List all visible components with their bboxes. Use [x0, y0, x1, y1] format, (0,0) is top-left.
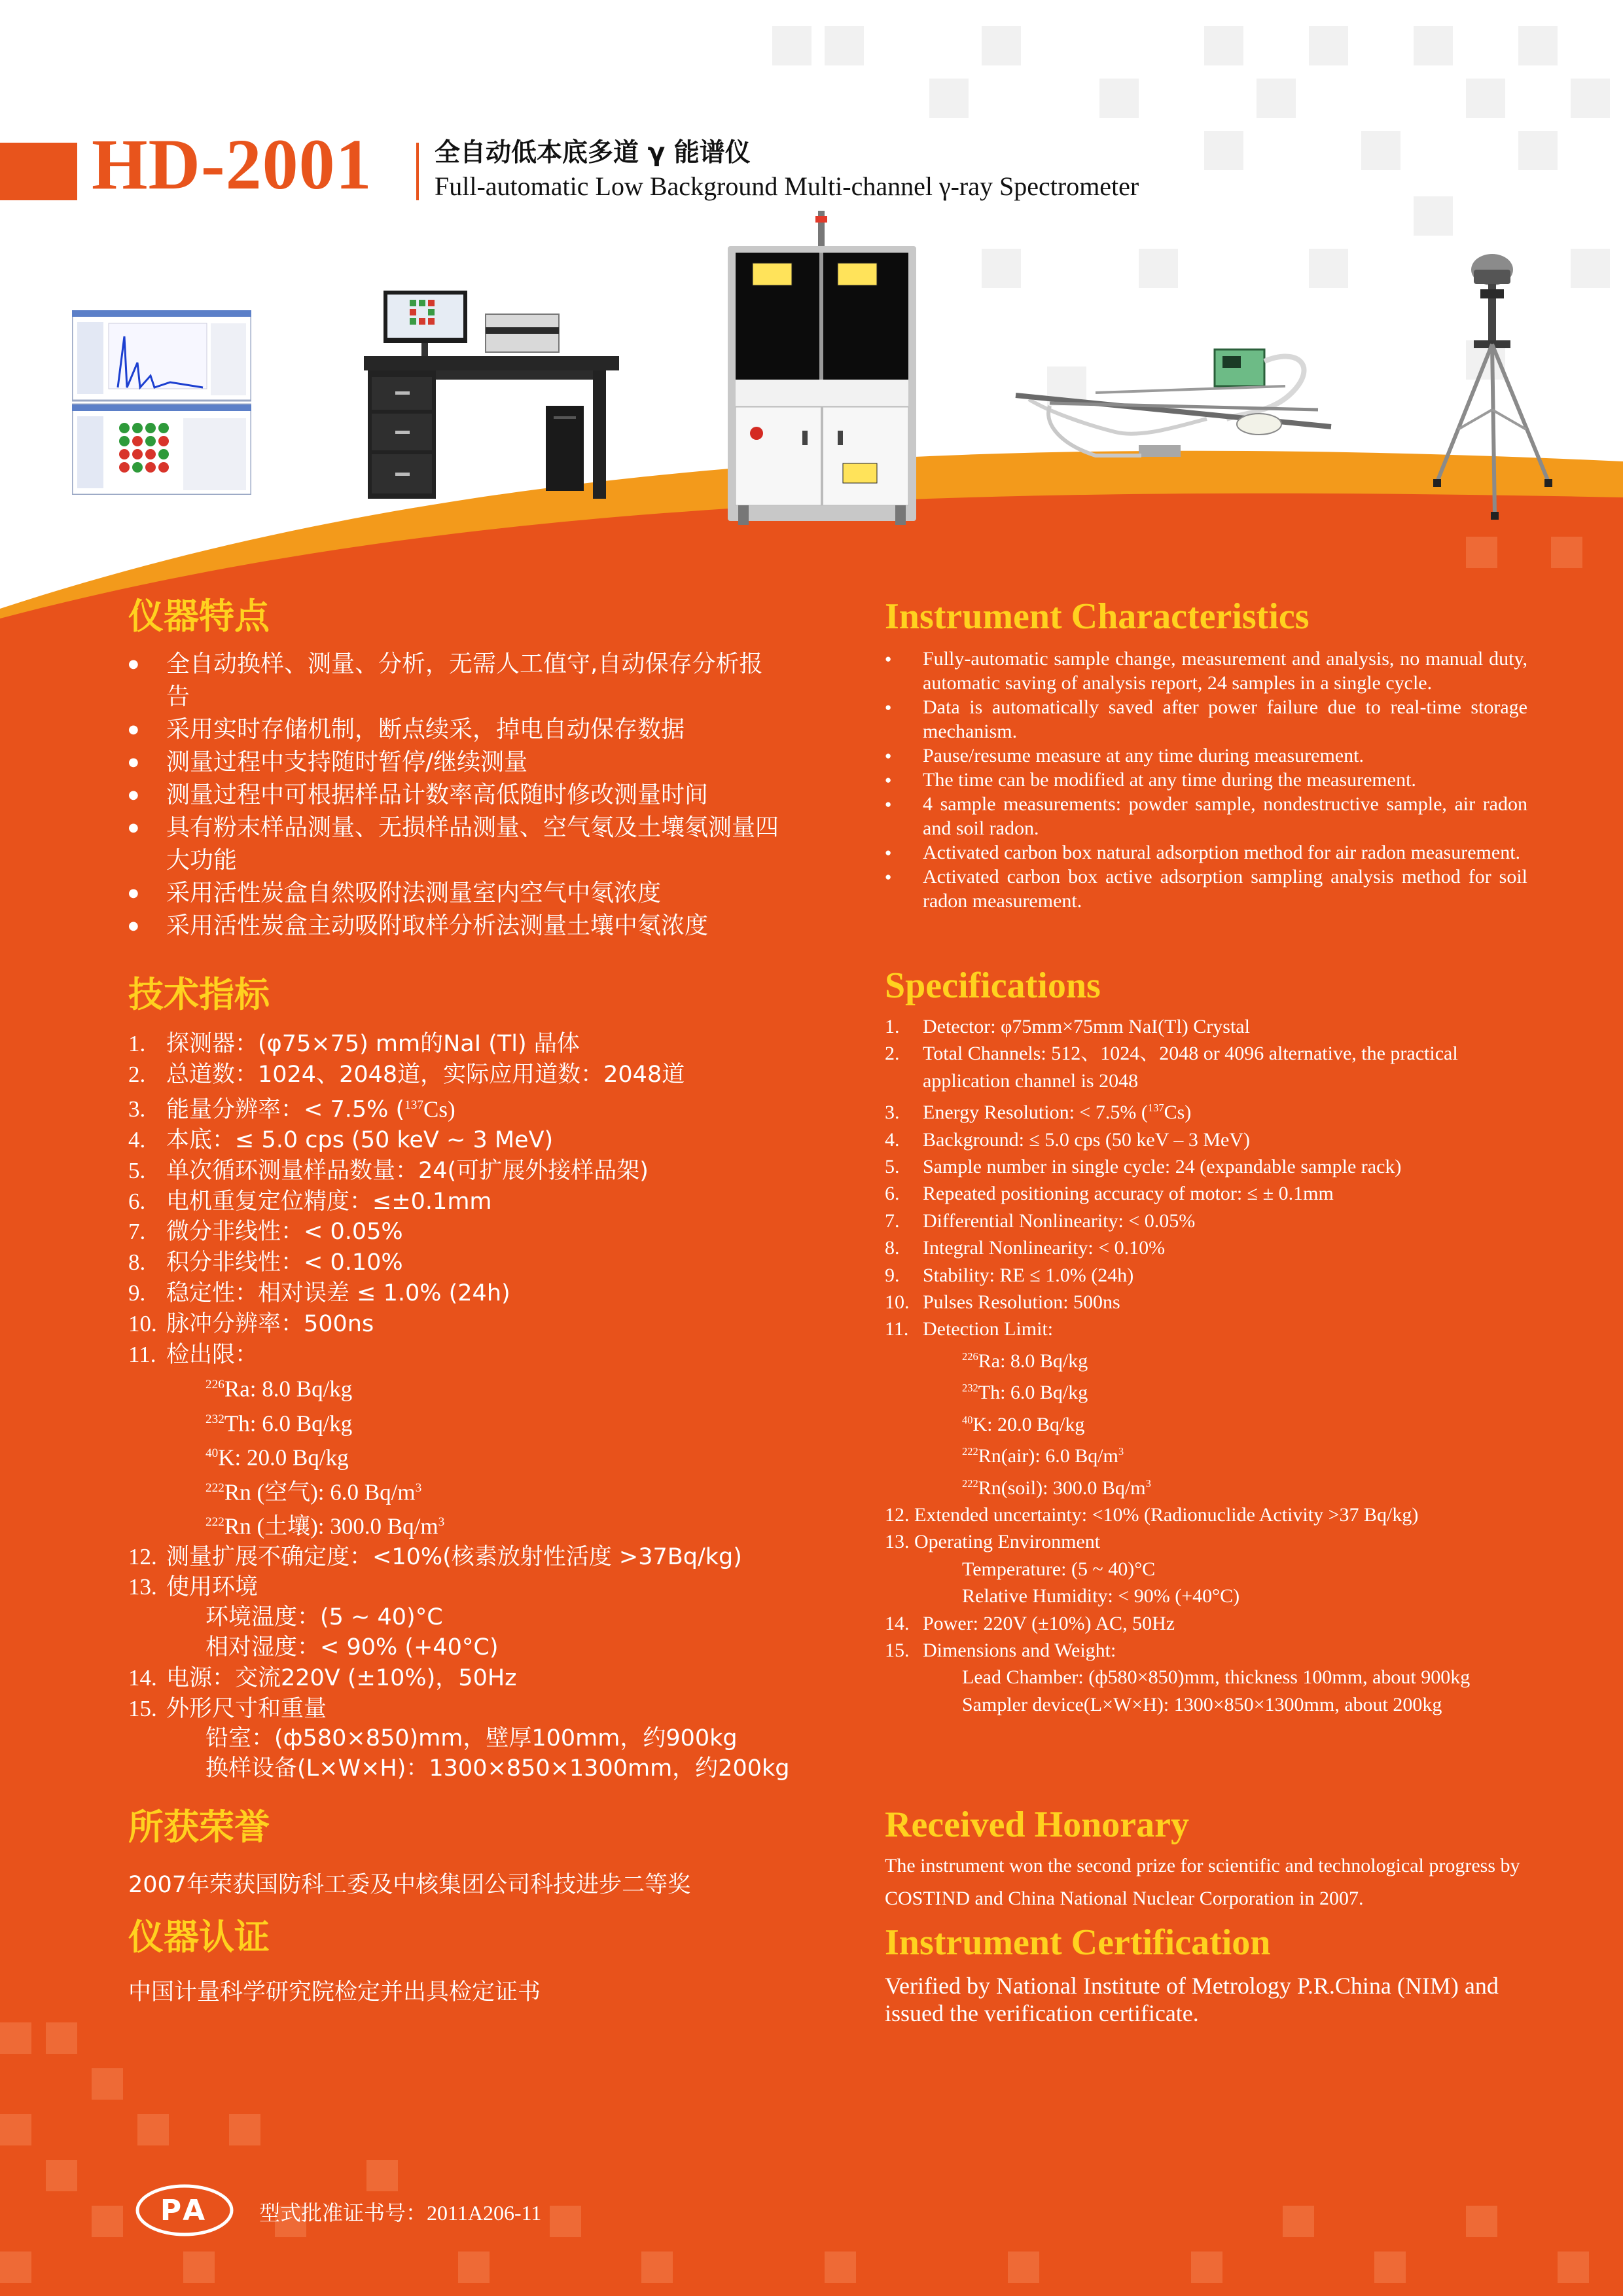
spec-row: 9. 稳定性：相对误差 ≤ 1.0% (24h)	[128, 1280, 510, 1307]
spec-subrow: $^{40}$K: 20.0 Bq/kg	[205, 1444, 349, 1471]
list-item: ● Activated carbon box active adsorption sampling analysis method for soil radon measurement.	[885, 865, 1527, 913]
model-number: HD-2001	[92, 124, 372, 204]
spec-row: 2. Total Channels: 512、1024、2048 or 4096 alternative, the practical	[885, 1043, 1458, 1065]
product-title-en: Full-automatic Low Background Multi-channel γ-ray Spectrometer	[435, 171, 1139, 201]
cert-text-cn: 中国计量科学研究院检定并出具检定证书	[128, 1979, 541, 2005]
spec-row: 13. 使用环境	[128, 1574, 259, 1601]
spec-row: 12. 测量扩展不确定度：<10%(核素放射性活度 >37Bq/kg)	[128, 1543, 742, 1570]
spec-row: 15. 外形尺寸和重量	[128, 1695, 327, 1722]
spec-row: 1. 探测器：(φ75×75) mm的NaI (Tl) 晶体	[128, 1031, 580, 1057]
spec-row: 14. 电源：交流220V (±10%)，50Hz	[128, 1664, 517, 1691]
spec-subrow: Sampler device(L×W×H): 1300×850×1300mm, about 200kg	[962, 1693, 1442, 1715]
list-item: ● The time can be modified at any time during the measurement.	[885, 768, 1527, 792]
list-item: ● 测量过程中支持随时暂停/继续测量	[128, 746, 783, 779]
features-list-en	[885, 647, 1527, 913]
spec-row: 1. Detector: φ75mm×75mm NaI(Tl) Crystal	[885, 1016, 1250, 1037]
product-title-cn: 全自动低本底多道 γ 能谱仪	[435, 138, 751, 168]
list-item: ● 采用活性炭盒自然吸附法测量室内空气中氡浓度	[128, 877, 783, 910]
spec-row: 12. Extended uncertainty: <10% (Radionuclide Activity >37 Bq/kg)	[885, 1503, 1419, 1526]
spec-row: 15. Dimensions and Weight:	[885, 1639, 1116, 1661]
honor-heading-cn: 所获荣誉	[128, 1806, 270, 1848]
list-item: ● Fully-automatic sample change, measurement and analysis, no manual duty, automatic saving of analysis report, 24 samples in a single cycle.	[885, 647, 1527, 695]
list-item: ● 测量过程中可根据样品计数率高低随时修改测量时间	[128, 779, 783, 812]
spec-row: 3. 能量分辨率：< 7.5% ($^{137}$Cs)	[128, 1096, 455, 1123]
spec-subrow: $^{40}$K: 20.0 Bq/kg	[962, 1413, 1085, 1435]
specs-heading-en: Specifications	[885, 965, 1101, 1006]
list-item: ● Pause/resume measure at any time during measurement.	[885, 744, 1527, 768]
cert-heading-cn: 仪器认证	[128, 1916, 270, 1958]
spec-row: 6. Repeated positioning accuracy of motor: ≤ ± 0.1mm	[885, 1183, 1334, 1205]
features-heading-en: Instrument Characteristics	[885, 596, 1310, 637]
specs-list-cn	[128, 1029, 815, 1784]
spec-row: 7. Differential Nonlinearity: < 0.05%	[885, 1210, 1196, 1232]
spec-subrow: $^{232}$Th: 6.0 Bq/kg	[205, 1410, 353, 1437]
list-item: ● 采用实时存储机制，断点续采，掉电自动保存数据	[128, 713, 783, 746]
list-item: ● 具有粉末样品测量、无损样品测量、空气氡及土壤氡测量四大功能	[128, 812, 783, 877]
specs-heading-cn: 技术指标	[128, 974, 270, 1015]
honor-text-en: The instrument won the second prize for scientific and technological progress by COSTIND and China National Nuclear Corporation in 2007.	[885, 1855, 1520, 1909]
list-item: ● Data is automatically saved after power failure due to real-time storage mechanism.	[885, 695, 1527, 744]
spec-subrow: $^{222}$Rn(soil): 300.0 $Bq/m^3$	[962, 1477, 1151, 1499]
spec-subrow: $^{226}$Ra: 8.0 Bq/kg	[205, 1376, 353, 1403]
approval-number: 2011A206-11	[427, 2201, 542, 2225]
approval-label: 型式批准证书号：	[259, 2200, 427, 2225]
spec-row: 11. 检出限：	[128, 1341, 259, 1368]
approval-certificate	[259, 2197, 541, 2227]
spec-subrow: 换样设备(L×W×H)：1300×850×1300mm，约200kg	[205, 1755, 790, 1782]
software-screenshots-image	[72, 310, 251, 495]
honor-text-cn: 2007年荣获国防科工委及中核集团公司科技进步二等奖	[128, 1872, 691, 1898]
list-item: ● 采用活性炭盒主动吸附取样分析法测量土壤中氡浓度	[128, 910, 783, 942]
spec-subrow: $^{226}$Ra: 8.0 Bq/kg	[962, 1350, 1088, 1372]
computer-desk-image	[364, 288, 619, 500]
spec-subrow: $^{222}$Rn(air): 6.0 $Bq/m^3$	[962, 1445, 1124, 1467]
spec-row: 8. 积分非线性：< 0.10%	[128, 1249, 403, 1276]
spec-row: 5. 单次循环测量样品数量：24(可扩展外接样品架)	[128, 1157, 649, 1184]
list-item: ● 全自动换样、测量、分析，无需人工值守,自动保存分析报告	[128, 648, 783, 713]
svg-text:PA: PA	[160, 2194, 209, 2227]
pa-logo-icon	[135, 2183, 234, 2237]
cert-text-en: Verified by National Institute of Metrology P.R.China (NIM) and issued the verification certificate.	[885, 1973, 1499, 2026]
spec-subrow: 环境温度：(5 ~ 40)°C	[205, 1604, 443, 1631]
spec-row: 7. 微分非线性：< 0.05%	[128, 1219, 403, 1246]
spec-row: 10. Pulses Resolution: 500ns	[885, 1291, 1120, 1314]
spec-row: 9. Stability: RE ≤ 1.0% (24h)	[885, 1264, 1134, 1286]
spec-subrow: Temperature: (5 ~ 40)°C	[962, 1558, 1156, 1580]
tripod-detector-image	[1428, 253, 1556, 520]
spec-row: 2. 总道数：1024、2048道，实际应用道数：2048道	[128, 1061, 685, 1088]
spec-subrow: 相对湿度：< 90% (+40°C)	[205, 1634, 499, 1661]
features-heading-cn: 仪器特点	[128, 596, 270, 637]
spec-row-continued: application channel is 2048	[923, 1069, 1139, 1092]
spec-row: 13. Operating Environment	[885, 1531, 1101, 1553]
spec-row: 3. Energy Resolution: < 7.5% ($^{137}$Cs)	[885, 1102, 1192, 1124]
spec-row: 8. Integral Nonlinearity: < 0.10%	[885, 1237, 1166, 1259]
spec-row: 10. 脉冲分辨率：500ns	[128, 1310, 374, 1337]
list-item: ● 4 sample measurements: powder sample, nondestructive sample, air radon and soil radon.	[885, 792, 1527, 840]
features-list-cn	[128, 648, 783, 942]
spec-subrow: $^{232}$Th: 6.0 Bq/kg	[962, 1382, 1088, 1404]
cert-heading-en: Instrument Certification	[885, 1922, 1271, 1963]
spec-subrow: 铅室：(ф580×850)mm，壁厚100mm，约900kg	[205, 1725, 738, 1752]
soil-radon-sampler-image	[1010, 340, 1338, 465]
spec-row: 4. 本底：≤ 5.0 cps (50 keV ~ 3 MeV)	[128, 1127, 554, 1154]
header-accent-bar	[0, 143, 77, 200]
spec-subrow: $^{222}$Rn (土壤): 300.0 $Bq/m^3$	[205, 1513, 445, 1539]
spec-row: 14. Power: 220V (±10%) AC, 50Hz	[885, 1612, 1175, 1634]
spec-row: 6. 电机重复定位精度：≤±0.1mm	[128, 1188, 492, 1215]
list-item: ● Activated carbon box natural adsorption method for air radon measurement.	[885, 840, 1527, 865]
specs-list-en	[885, 1013, 1539, 1718]
header-divider	[416, 143, 419, 200]
shielded-sampler-cabinet-image	[728, 211, 916, 529]
spec-subrow: Lead Chamber: (ф580×850)mm, thickness 100mm, about 900kg	[962, 1666, 1471, 1689]
spec-row: 4. Background: ≤ 5.0 cps (50 keV – 3 MeV)	[885, 1128, 1250, 1151]
spec-subrow: Relative Humidity: < 90% (+40°C)	[962, 1585, 1240, 1607]
spec-row: 5. Sample number in single cycle: 24 (expandable sample rack)	[885, 1156, 1402, 1178]
honor-heading-en: Received Honorary	[885, 1804, 1189, 1845]
spec-row: 11. Detection Limit:	[885, 1318, 1054, 1340]
spec-subrow: $^{222}$Rn (空气): 6.0 $Bq/m^3$	[205, 1479, 422, 1505]
